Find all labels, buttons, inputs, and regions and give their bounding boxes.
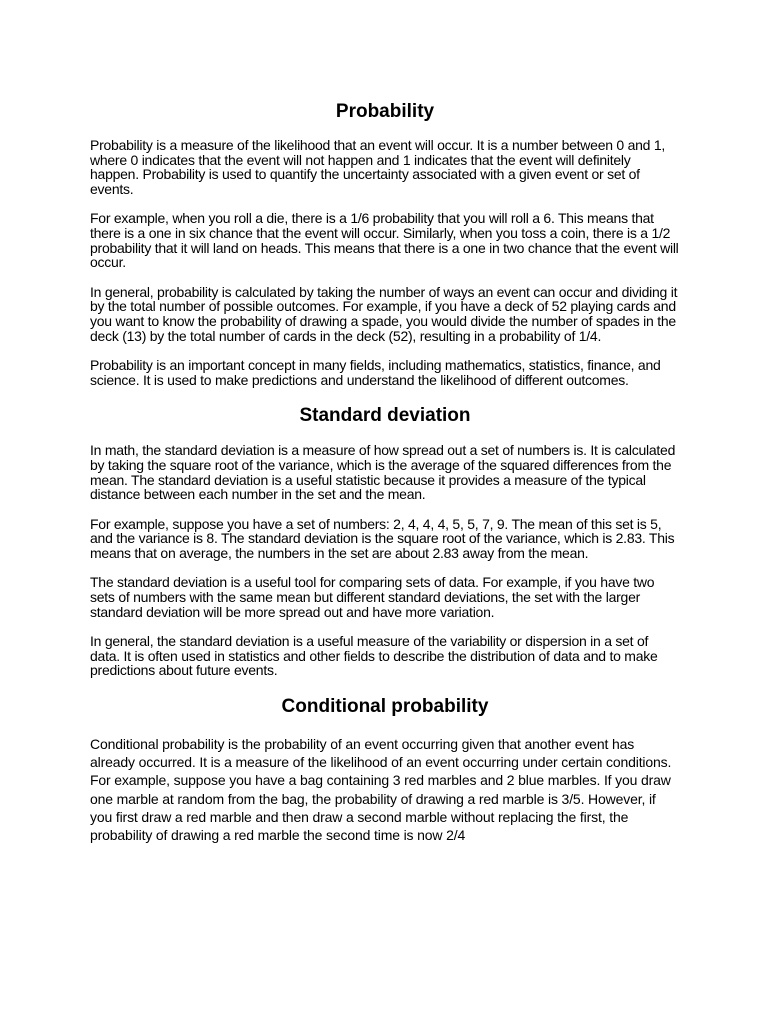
stddev-paragraph-4: In general, the standard deviation is a useful measure of the variability or dispersion in a set of data. It is often used in statistics and other fields to describe the distribution of data and to make predictions about future events.	[90, 633, 658, 679]
conditional-paragraph-1: Conditional probability is the probability of an event occurring given that another event has already occurred. It is a measure of the likelihood of an event occurring under certain conditions.	[90, 736, 672, 771]
stddev-paragraph-3: The standard deviation is a useful tool for comparing sets of data. For example, if you have two sets of numbers with the same mean but different standard deviations, the set with the larger standard deviation will be more spread out and have more variation.	[90, 574, 655, 620]
probability-paragraph-1: Probability is a measure of the likelihood that an event will occur. It is a number between 0 and 1, where 0 indicates that the event will not happen and 1 indicates that the event will definitely happen. Probability is used to quantify the uncertainty associated with a given event or set of events.	[90, 137, 666, 197]
probability-paragraph-4: Probability is an important concept in many fields, including mathematics, statistics, finance, and science. It is used to make predictions and understand the likelihood of different outcomes.	[90, 357, 661, 388]
probability-paragraph-2: For example, when you roll a die, there is a 1/6 probability that you will roll a 6. This means that there is a one in six chance that the event will occur. Similarly, when you toss a coin, there is a 1/2 probability that it will land on heads. This means that there is a one in two chance that the event will occur.	[90, 210, 679, 271]
conditional-probability-body	[90, 735, 680, 844]
stddev-paragraph-2: For example, suppose you have a set of numbers: 2, 4, 4, 4, 5, 5, 7, 9. The mean of this set is 5, and the variance is 8. The standard deviation is the square root of the variance, which is 2.83. This means that on average, the numbers in the set are about 2.83 away from the mean.	[90, 515, 675, 561]
conditional-paragraph-2: For example, suppose you have a bag containing 3 red marbles and 2 blue marbles. If you draw one marble at random from the bag, the probability of drawing a red marble is 3/5. However, if you first draw a red marble and then draw a second marble without replacing the first, the probability of drawing a red marble the second time is now 2/4	[90, 772, 671, 844]
probability-paragraph-3: In general, probability is calculated by taking the number of ways an event can occur and dividing it by the total number of possible outcomes. For example, if you have a deck of 52 playing cards and you want to know the probability of drawing a spade, you would divide the number of spades in the deck (13) by the total number of cards in the deck (52), resulting in a probability of 1/4.	[90, 283, 678, 344]
section-title-conditional-probability: Conditional probability	[281, 696, 489, 718]
stddev-paragraph-1: In math, the standard deviation is a measure of how spread out a set of numbers is. It is calculated by taking the square root of the variance, which is the average of the squared differences from the mean. The standard deviation is a useful statistic because it provides a measure of the typical distance between each number in the set and the mean.	[90, 442, 676, 503]
section-title-probability: Probability	[335, 101, 435, 122]
document-page	[90, 0, 680, 844]
section-title-standard-deviation: Standard deviation	[299, 405, 471, 427]
